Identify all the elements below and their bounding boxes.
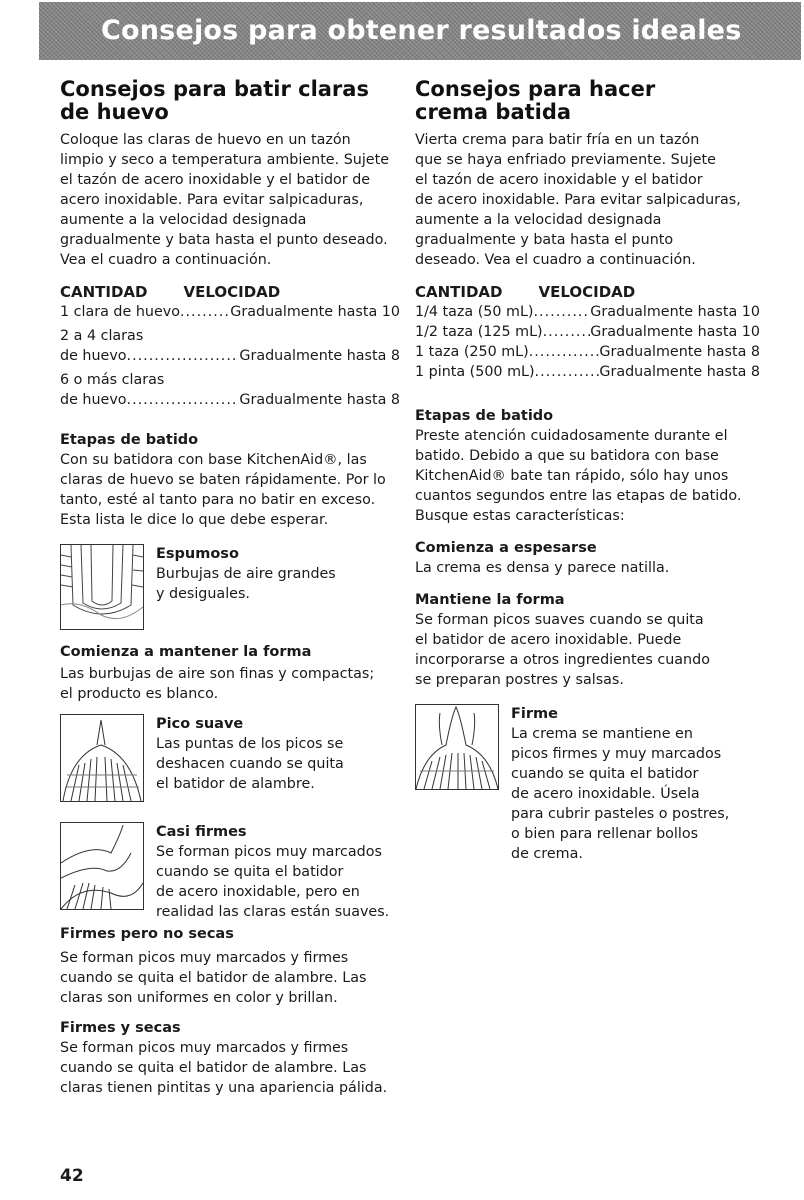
page-title: Consejos para obtener resultados ideales <box>101 15 742 46</box>
firmes-no-secas-text: Se forman picos muy marcados y firmes cuando se quita el batidor de alambre. Las claras son uniformes en color y brillan. <box>60 950 367 1006</box>
whipped-cream-intro: Vierta crema para batir fría en un tazón que se haya enfriado previamente. Sujete el tazón de acero inoxidable y el batidor de acero inoxidable. Para evitar salpicaduras, aumente a la velocidad designada gradualmente y bata hasta el punto deseado. Vea el cuadro a continuación. <box>415 132 741 268</box>
espesarse-text: La crema es densa y parece natilla. <box>415 560 670 576</box>
table-row: de huevo ..... Gradualmente hasta 8 <box>60 390 400 410</box>
pico-title: Pico suave <box>156 716 244 732</box>
firme-title: Firme <box>511 706 558 722</box>
firmes-no-secas-title: Firmes pero no secas <box>60 926 234 942</box>
egg-whites-column <box>60 78 400 1098</box>
egg-stages-intro: Con su batidora con base KitchenAid®, las claras de huevo se baten rápidamente. Por lo tanto, esté al tanto para no batir en exceso. Esta lista le dice lo que debe esperar. <box>60 452 386 528</box>
espesarse-title: Comienza a espesarse <box>415 540 597 556</box>
egg-whites-heading: Consejos para batir claras de huevo <box>60 77 369 124</box>
whipped-cream-heading: Consejos para hacer crema batida <box>415 77 656 124</box>
mantiene-text: Se forman picos suaves cuando se quita el batidor de acero inoxidable. Puede incorporarse a otros ingredientes cuando se preparan postres y salsas. <box>415 612 710 688</box>
firmes-secas-title: Firmes y secas <box>60 1020 181 1036</box>
whisk-almost-stiff-illustration <box>60 822 144 910</box>
whisk-foamy-illustration <box>60 544 144 630</box>
egg-whites-intro: Coloque las claras de huevo en un tazón limpio y seco a temperatura ambiente. Sujete el tazón de acero inoxidable y el batidor de acero inoxidable. Para evitar salpicaduras, aumente a la velocidad designada gradualmente y bata hasta el punto deseado. Vea el cuadro a continuación. <box>60 132 389 268</box>
stage-espumoso: Espumoso Burbujas de aire grandes y desiguales. <box>60 544 400 630</box>
whisk-stiff-cream-illustration <box>415 704 499 790</box>
egg-stages-heading: Etapas de batido <box>60 432 199 448</box>
table-row: 1 pinta (500 mL) ..... Gradualmente hasta 8 <box>415 362 760 382</box>
comienza-text: Las burbujas de aire son finas y compactas; el producto es blanco. <box>60 666 375 702</box>
firmes-secas-text: Se forman picos muy marcados y firmes cuando se quita el batidor de alambre. Las claras tienen pintitas y una apariencia pálida. <box>60 1040 388 1096</box>
table-row: 1 taza (250 mL) ..... Gradualmente hasta 8 <box>415 342 760 362</box>
section-banner <box>39 2 801 60</box>
cream-table-header: CANTIDAD VELOCIDAD <box>415 283 636 301</box>
table-row: 1/4 taza (50 mL) ..... Gradualmente hasta 10 <box>415 302 760 322</box>
egg-table-header: CANTIDAD VELOCIDAD <box>60 283 281 301</box>
espumoso-title: Espumoso <box>156 546 239 562</box>
table-row: 1/2 taza (125 mL) ..... Gradualmente hasta 10 <box>415 322 760 342</box>
cream-speed-table <box>415 302 760 382</box>
stage-casi-firmes: Casi firmes Se forman picos muy marcados cuando se quita el batidor de acero inoxidable, pero en realidad las claras están suaves. <box>60 822 400 922</box>
cream-stages-heading: Etapas de batido <box>415 408 554 424</box>
egg-speed-table <box>60 302 400 410</box>
page-number: 42 <box>60 1166 84 1186</box>
table-row-prefix: 6 o más claras <box>60 372 165 388</box>
whipped-cream-column <box>415 78 760 864</box>
table-row-prefix: 2 a 4 claras <box>60 328 144 344</box>
casi-title: Casi firmes <box>156 824 247 840</box>
whisk-soft-peak-illustration <box>60 714 144 802</box>
table-row: de huevo ..... Gradualmente hasta 8 <box>60 346 400 366</box>
comienza-title: Comienza a mantener la forma <box>60 644 312 660</box>
stage-firme: Firme La crema se mantiene en picos firmes y muy marcados cuando se quita el batidor de acero inoxidable. Úsela para cubrir pasteles o postres, o bien para rellenar bollos de crema. <box>415 704 760 864</box>
stage-pico-suave: Pico suave Las puntas de los picos se deshacen cuando se quita el batidor de alambre. <box>60 714 400 802</box>
mantiene-title: Mantiene la forma <box>415 592 565 608</box>
table-row: 1 clara de huevo ..... Gradualmente hasta 10 <box>60 302 400 322</box>
cream-stages-intro: Preste atención cuidadosamente durante el batido. Debido a que su batidora con base KitchenAid® bate tan rápido, sólo hay unos cuantos segundos entre las etapas de batido. Busque estas características: <box>415 428 742 524</box>
